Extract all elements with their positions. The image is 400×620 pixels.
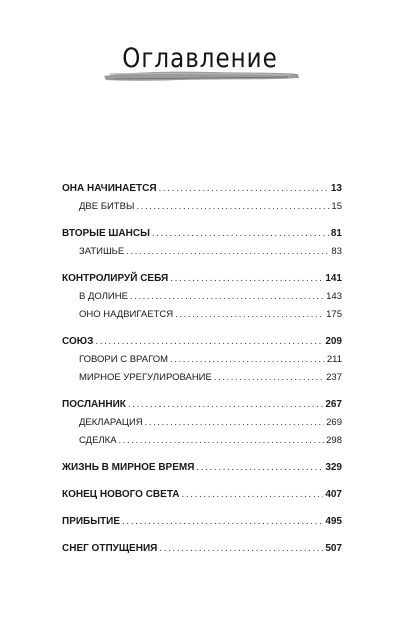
toc-section <box>62 225 342 261</box>
toc-subchapter-entry-title: ДВЕ БИТВЫ <box>79 201 135 212</box>
toc-subchapter-entry[interactable] <box>62 432 342 450</box>
toc-section <box>62 180 342 216</box>
toc-subchapter-entry-page-number: 15 <box>331 201 342 212</box>
toc-chapter-entry[interactable] <box>62 180 342 198</box>
toc-chapter-entry-title: СНЕГ ОТПУЩЕНИЯ <box>62 543 158 554</box>
toc-section <box>62 396 342 450</box>
toc-subchapter-entry-title: ЗАТИШЬЕ <box>79 246 125 257</box>
toc-chapter-entry-page-number: 329 <box>325 462 342 473</box>
toc-subchapter-entry[interactable] <box>62 351 342 369</box>
dot-leader <box>145 414 325 432</box>
toc-chapter-entry[interactable] <box>62 459 342 477</box>
dot-leader <box>182 486 324 504</box>
toc-subchapter-entry-page-number: 269 <box>326 417 342 428</box>
toc-chapter-entry-title: ЖИЗНЬ В МИРНОЕ ВРЕМЯ <box>62 462 195 473</box>
toc-section <box>62 333 342 387</box>
dot-leader <box>159 540 323 558</box>
dot-leader <box>128 396 323 414</box>
toc-section <box>62 459 342 477</box>
toc-chapter-entry-page-number: 495 <box>325 516 342 527</box>
toc-chapter-entry[interactable] <box>62 270 342 288</box>
dot-leader <box>196 459 323 477</box>
toc-subchapter-entry-page-number: 143 <box>326 291 342 302</box>
toc-chapter-entry-title: ВТОРЫЕ ШАНСЫ <box>62 228 150 239</box>
toc-chapter-entry[interactable] <box>62 333 342 351</box>
toc-chapter-entry-title: ОНА НАЧИНАЕТСЯ <box>62 183 157 194</box>
toc-chapter-entry-title: КОНТРОЛИРУЙ СЕБЯ <box>62 273 169 284</box>
toc-chapter-entry-page-number: 407 <box>325 489 342 500</box>
toc-subchapter-entry[interactable] <box>62 414 342 432</box>
toc-chapter-entry-title: КОНЕЦ НОВОГО СВЕТА <box>62 489 180 500</box>
toc-section <box>62 513 342 531</box>
dot-leader <box>214 369 324 387</box>
dot-leader <box>95 333 323 351</box>
toc-section <box>62 486 342 504</box>
toc-chapter-entry[interactable] <box>62 396 342 414</box>
toc-chapter-entry-page-number: 13 <box>330 183 342 194</box>
dot-leader <box>130 288 324 306</box>
dot-leader <box>122 513 323 531</box>
toc-subchapter-entry-title: ГОВОРИ С ВРАГОМ <box>79 354 169 365</box>
dot-leader <box>170 351 325 369</box>
toc-subchapter-entry-page-number: 175 <box>326 309 342 320</box>
toc-chapter-entry-title: ПОСЛАННИК <box>62 399 126 410</box>
toc-section <box>62 540 342 558</box>
dot-leader <box>119 432 325 450</box>
title-block <box>0 44 400 94</box>
toc-subchapter-entry-title: ОНО НАДВИГАЕТСЯ <box>79 309 174 320</box>
toc-chapter-entry[interactable] <box>62 513 342 531</box>
dot-leader <box>136 198 329 216</box>
toc-subchapter-entry-title: СДЕЛКА <box>79 435 117 446</box>
toc-chapter-entry-title: СОЮЗ <box>62 336 94 347</box>
toc-chapter-entry-page-number: 209 <box>325 336 342 347</box>
toc-subchapter-entry[interactable] <box>62 369 342 387</box>
table-of-contents <box>62 180 342 567</box>
toc-subchapter-entry-title: МИРНОЕ УРЕГУЛИРОВАНИЕ <box>79 372 212 383</box>
toc-section <box>62 270 342 324</box>
dot-leader <box>152 225 329 243</box>
toc-chapter-entry[interactable] <box>62 225 342 243</box>
toc-subchapter-entry-page-number: 237 <box>326 372 342 383</box>
toc-subchapter-entry-page-number: 211 <box>326 354 342 365</box>
toc-chapter-entry-page-number: 81 <box>330 228 342 239</box>
toc-chapter-entry-page-number: 507 <box>325 543 342 554</box>
page-title: Оглавление <box>122 44 278 74</box>
toc-subchapter-entry-page-number: 83 <box>331 246 342 257</box>
toc-chapter-entry[interactable] <box>62 540 342 558</box>
toc-chapter-entry-page-number: 141 <box>325 273 342 284</box>
dot-leader <box>126 243 329 261</box>
toc-subchapter-entry-title: ДЕКЛАРАЦИЯ <box>79 417 143 428</box>
toc-subchapter-entry-title: В ДОЛИНЕ <box>79 291 128 302</box>
toc-subchapter-entry[interactable] <box>62 288 342 306</box>
toc-subchapter-entry[interactable] <box>62 198 342 216</box>
toc-chapter-entry-title: ПРИБЫТИЕ <box>62 516 120 527</box>
dot-leader <box>175 306 324 324</box>
dot-leader <box>159 180 329 198</box>
toc-chapter-entry-page-number: 267 <box>325 399 342 410</box>
toc-subchapter-entry-page-number: 298 <box>326 435 342 446</box>
toc-subchapter-entry[interactable] <box>62 243 342 261</box>
toc-subchapter-entry[interactable] <box>62 306 342 324</box>
dot-leader <box>170 270 323 288</box>
toc-chapter-entry[interactable] <box>62 486 342 504</box>
